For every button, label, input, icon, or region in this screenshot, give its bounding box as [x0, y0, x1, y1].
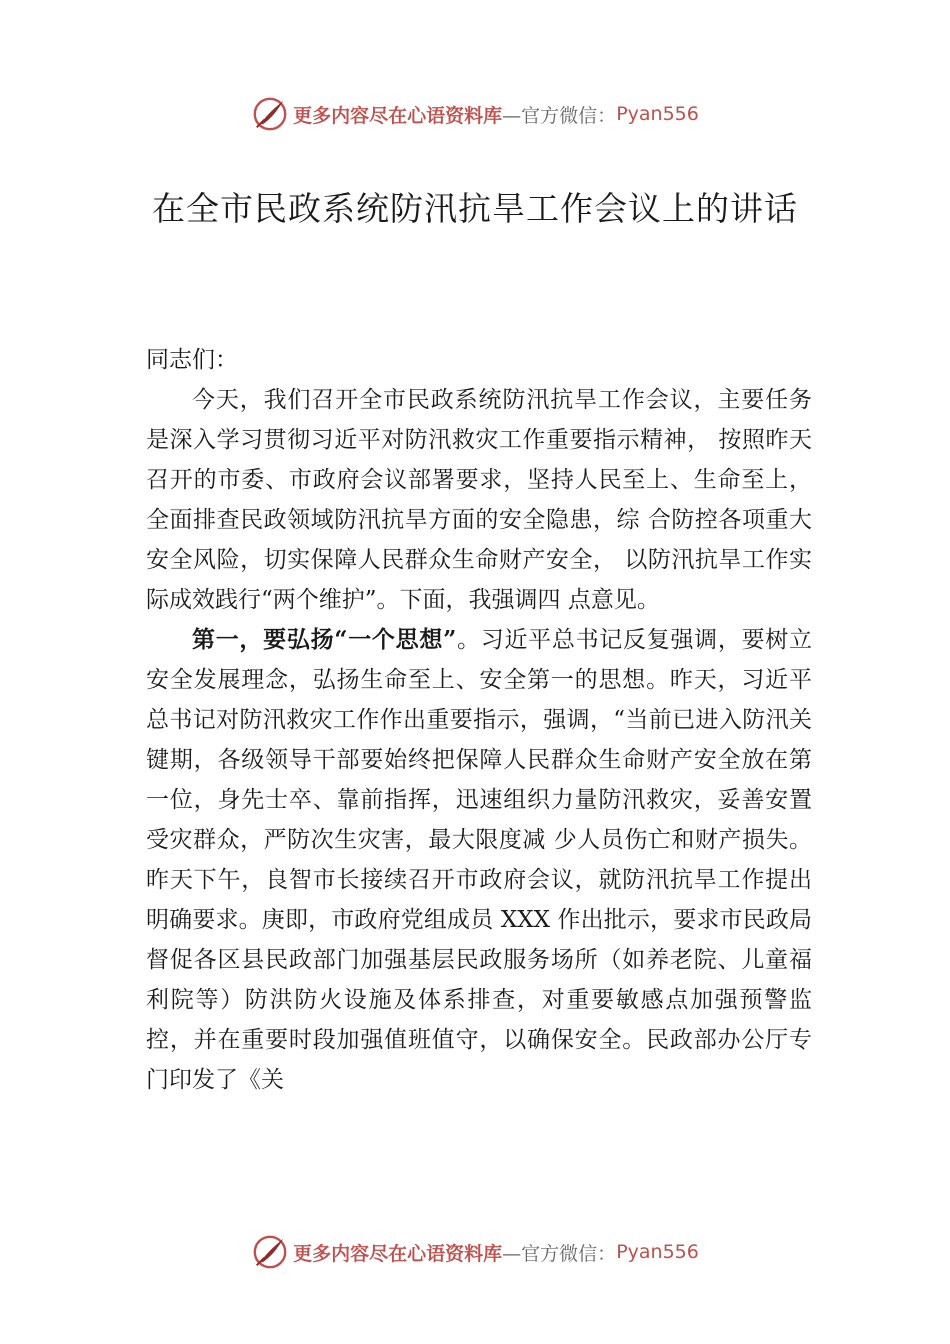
document-title: 在全市民政系统防汛抗旱工作会议上的讲话: [152, 189, 798, 228]
salutation: 同志们：: [146, 347, 238, 373]
watermark-text: 更多内容尽在心语资料库: [293, 104, 503, 127]
paragraph-2-heading: 第一，要弘扬“一个思想”: [192, 626, 457, 653]
watermark-text: 更多内容尽在心语资料库: [293, 1242, 503, 1265]
watermark-header: [0, 94, 950, 134]
watermark-wechat-id: Pyan556: [616, 1241, 699, 1263]
watermark-separator: —官方微信：: [502, 1242, 617, 1265]
watermark-wechat-id: Pyan556: [616, 103, 699, 125]
paragraph-2: [146, 620, 812, 1100]
watermark-footer: [0, 1232, 950, 1272]
paragraph-2-text: 。习近平总书记反复强调，要树立安全发展理念，弘扬生命至上、安全第一的思想。昨天，习近平总书记对防汛救灾工作作出重要指示，强调，“当前已进入防汛关键期，各级领导干部要始终把保障人民群众生命财产安全放在第一位，身先士卒、靠前指挥，迅速组织力量防汛救灾，妥善安置受灾群众，严防次生灾害，最大限度减 少人员伤亡和财产损失。昨天下午，良智市长接续召开市政府会议，就防汛抗旱工作提出明确要求。庚即，市政府党组成员 XXX 作出批示，要求市民政局督促各区县民政部门加强基层民政服务场所（如养老院、儿童福利院等）防洪防火设施及体系排查，对重要敏感点加强预警监控，并在重要时段加强值班值守，以确保安全。民政部办公厅专门印发了《关: [146, 627, 813, 1093]
paragraph-1: 今天，我们召开全市民政系统防汛抗旱工作会议，主要任务是深入学习贯彻习近平对防汛救灾工作重要指示精神， 按照昨天召开的市委、市政府会议部署要求，坚持人民至上、生命至上，全面排查民政领域防汛抗旱方面的安全隐患，综 合防控各项重大安全风险，切实保障人民群众生命财产安全， 以防汛抗旱工作实际成效践行“两个维护”。下面，我强调四 点意见。: [146, 387, 812, 613]
feather-pen-logo-icon: [251, 95, 289, 133]
document-body: [146, 340, 812, 1100]
feather-pen-logo-icon: [251, 1233, 289, 1271]
watermark-separator: —官方微信：: [502, 104, 617, 127]
